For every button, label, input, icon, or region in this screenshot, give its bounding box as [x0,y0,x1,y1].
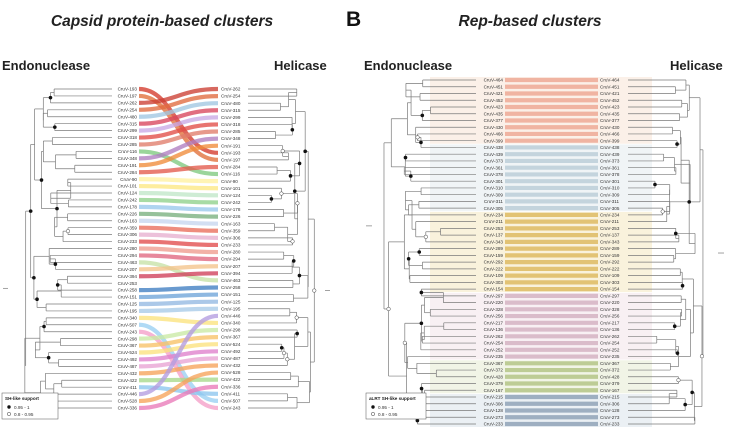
support-node-icon [293,189,297,193]
endonuclease-tip-label: CruV-125 [117,301,137,307]
helicase-tip-label: CruV-211 [600,219,620,225]
helicase-tip-label: CruV-394 [221,270,241,276]
helicase-tip-label: CruV-254 [600,340,620,346]
support-node-icon [419,141,423,145]
helicase-tip-label: CruV-328 [600,306,620,312]
helicase-tip-label: CruV-464 [600,77,620,83]
support-node-icon [295,332,299,336]
panel-b-helicase-label: Helicase [670,58,723,73]
endonuclease-tip-label: CruV-273 [483,414,503,420]
panel-b-title: Rep-based clusters [458,13,602,30]
helicase-tip-label: CruV-435 [600,111,620,117]
panel-b-legend-item-1: 0.95 - 1 [378,405,394,410]
support-node-icon [420,387,424,391]
endonuclease-tip-label: CruV-137 [483,232,503,238]
support-node-icon [416,136,420,140]
endonuclease-tip-label: CruV-480 [117,114,137,120]
endonuclease-tip-label: CruV-311 [483,199,503,205]
tanglegram-link [139,214,218,217]
legend-filled-node-icon [7,405,10,408]
endonuclease-tip-label: CruV-226 [117,211,137,217]
endonuclease-tip-label: CruV-116 [117,149,137,155]
endonuclease-tip-label: CruV-378 [483,172,503,178]
support-node-icon [687,200,691,204]
support-node-icon [677,378,681,382]
helicase-tip-label: CruV-422 [221,377,241,383]
helicase-tip-label: CruV-343 [600,239,620,245]
helicase-tip-label: CruV-217 [600,320,620,326]
support-node-icon [55,207,59,211]
endonuclease-tip-label: CruV-524 [117,350,137,356]
support-node-icon [424,235,428,239]
panel-a-legend-item-2: 0.8 - 0.95 [14,412,34,417]
endonuclease-tip-label: CruV-421 [483,91,503,97]
helicase-tip-label: CruV-480 [221,100,241,106]
helicase-tip-label: CruV-411 [221,391,241,397]
helicase-tip-label: CruV-90 [221,178,238,184]
panel-b [346,8,724,427]
helicase-tip-label: CruV-256 [600,313,620,319]
support-node-icon [66,229,70,233]
panel-a-links [139,89,218,408]
support-node-icon [681,284,685,288]
panel-b-endonuclease-label: Endonuclease [364,58,453,73]
endonuclease-tip-label: CruV-507 [117,322,137,328]
endonuclease-tip-label: CruV-256 [483,313,503,319]
endonuclease-tip-label: CruV-292 [483,259,503,265]
endonuclease-tip-label: CruV-451 [483,84,503,90]
endonuclease-tip-label: CruV-367 [117,343,137,349]
helicase-tip-label: CruV-379 [600,381,620,387]
helicase-tip-label: CruV-292 [600,259,620,265]
endonuclease-tip-label: CruV-309 [483,192,503,198]
endonuclease-tip-label: CruV-253 [117,280,137,286]
endonuclease-tip-label: CruV-197 [117,93,137,99]
endonuclease-tip-label: CruV-435 [483,111,503,117]
endonuclease-tip-label: CruV-222 [483,266,503,272]
helicase-tip-label: CruV-305 [600,205,620,211]
endonuclease-tip-label: CruV-487 [117,363,137,369]
endonuclease-tip-label: CruV-211 [483,219,503,225]
tanglegram-link [139,287,218,290]
helicase-tip-label: CruV-438 [600,145,620,151]
endonuclease-tip-label: CruV-191 [117,162,137,168]
endonuclease-tip-label: CruV-303 [483,279,503,285]
tanglegram-link [139,273,218,276]
endonuclease-tip-label: CruV-252 [483,347,503,353]
helicase-tip-label: CruV-151 [221,292,241,298]
legend-open-node-icon [371,412,374,415]
support-node-icon [291,240,295,244]
endonuclease-tip-label: CruV-215 [483,394,503,400]
endonuclease-tip-label: CruV-124 [117,190,137,196]
helicase-tip-label: CruV-197 [221,157,241,163]
tanglegram-link [139,309,218,311]
helicase-tip-label: CruV-254 [221,93,241,99]
endonuclease-tip-label: CruV-422 [117,377,137,383]
endonuclease-tip-label: CruV-195 [117,308,137,314]
helicase-tip-label: CruV-299 [221,114,241,120]
support-node-icon [292,259,296,263]
endonuclease-tip-label: CruV-528 [117,398,137,404]
helicase-tip-label: CruV-446 [221,313,241,319]
endonuclease-tip-label: CruV-154 [483,286,503,292]
endonuclease-tip-label: CruV-285 [117,142,137,148]
legend-open-node-icon [7,412,10,415]
endonuclease-tip-label: CruV-136 [483,327,503,333]
helicase-tip-label: CruV-220 [600,300,620,306]
tanglegram-link [139,193,218,195]
endonuclease-tip-label: CruV-243 [117,329,137,335]
support-node-icon [673,324,677,328]
support-node-icon [42,325,46,329]
endonuclease-tip-label: CruV-254 [483,340,503,346]
helicase-tip-label: CruV-359 [221,228,241,234]
endonuclease-tip-label: CruV-297 [483,293,503,299]
tanglegram-link [139,255,218,259]
endonuclease-tip-label: CruV-167 [483,387,503,393]
support-node-icon [298,274,302,278]
helicase-tip-label: CruV-430 [600,124,620,130]
helicase-tip-label: CruV-159 [600,252,620,258]
endonuclease-tip-label: CruV-399 [483,138,503,144]
helicase-tip-label: CruV-242 [221,200,241,206]
support-node-icon [674,232,678,236]
helicase-tip-label: CruV-262 [221,86,241,92]
helicase-tip-label: CruV-377 [600,118,620,124]
panel-b-letter: B [346,8,362,31]
support-node-icon [32,276,36,280]
support-node-icon [281,149,285,153]
panel-a [2,13,330,419]
helicase-tip-label: CruV-124 [221,192,241,198]
support-node-icon [690,391,694,395]
tanglegram-link [139,295,218,297]
helicase-tip-label: CruV-372 [600,367,620,373]
support-node-icon [280,192,284,196]
support-node-icon [387,307,391,311]
endonuclease-tip-label: CruV-220 [483,300,503,306]
endonuclease-tip-label: CruV-242 [117,197,137,203]
support-node-icon [47,356,51,360]
endonuclease-tip-label: CruV-328 [483,306,503,312]
tanglegram-link [139,302,218,304]
support-node-icon [653,183,657,187]
endonuclease-tip-label: CruV-294 [117,253,137,259]
support-node-icon [298,162,302,166]
tanglegram-link [139,235,218,238]
endonuclease-tip-label: CruV-452 [483,97,503,103]
endonuclease-tip-label: CruV-315 [117,121,137,127]
panel-a-endonuclease-tips [118,87,138,411]
support-node-icon [303,150,307,154]
endonuclease-tip-label: CruV-430 [483,124,503,130]
helicase-tip-label: CruV-452 [600,97,620,103]
support-node-icon [675,142,679,146]
support-node-icon [407,257,411,261]
helicase-tip-label: CruV-492 [221,348,241,354]
support-node-icon [35,297,39,301]
helicase-tip-label: CruV-178 [221,207,241,213]
helicase-tip-label: CruV-233 [600,421,620,427]
helicase-tip-label: CruV-311 [600,199,620,205]
panel-a-legend-title: SH-like support [5,396,39,401]
endonuclease-tip-label: CruV-163 [117,218,137,224]
panel-a-endonuclease-label: Endonuclease [2,58,91,73]
endonuclease-tip-label: CruV-289 [483,246,503,252]
legend-filled-node-icon [371,405,374,408]
helicase-tip-label: CruV-507 [221,398,241,404]
endonuclease-tip-label: CruV-262 [117,100,137,106]
helicase-tip-label: CruV-367 [221,334,241,340]
helicase-tip-label: CruV-258 [221,285,241,291]
endonuclease-tip-label: CruV-377 [483,118,503,124]
endonuclease-tip-label: CruV-306 [483,401,503,407]
support-node-icon [49,96,53,100]
helicase-tip-label: CruV-285 [221,129,241,135]
helicase-tip-label: CruV-136 [600,327,620,333]
helicase-tip-label: CruV-373 [600,158,620,164]
endonuclease-tip-label: CruV-446 [117,391,137,397]
helicase-tip-label: CruV-215 [600,394,620,400]
helicase-tip-label: CruV-262 [600,333,620,339]
helicase-tip-label: CruV-348 [221,136,241,142]
support-node-icon [676,351,680,355]
endonuclease-tip-label: CruV-361 [483,165,503,171]
helicase-tip-label: CruV-273 [600,414,620,420]
helicase-tip-label: CruV-233 [221,242,241,248]
panel-a-legend [2,393,58,419]
helicase-tip-label: CruV-451 [600,84,620,90]
support-node-icon [416,419,420,423]
endonuclease-tip-label: CruV-318 [117,135,137,141]
endonuclease-tip-label: CruV-193 [117,86,137,92]
helicase-tip-label: CruV-318 [221,122,241,128]
support-node-icon [312,289,316,293]
tanglegram-link [139,179,218,181]
endonuclease-tip-label: CruV-336 [117,405,137,411]
helicase-tip-label: CruV-423 [600,104,620,110]
tanglegram-link [139,228,218,231]
helicase-tip-label: CruV-528 [221,370,241,376]
endonuclease-tip-label: CruV-310 [483,185,503,191]
helicase-tip-label: CruV-294 [221,256,241,262]
tanglegram-link [139,380,218,381]
helicase-tip-label: CruV-399 [600,138,620,144]
endonuclease-tip-label: CruV-253 [483,225,503,231]
helicase-tip-label: CruV-466 [600,131,620,137]
endonuclease-tip-label: CruV-207 [117,266,137,272]
endonuclease-tip-label: CruV-258 [117,287,137,293]
support-node-icon [295,316,299,320]
support-node-icon [282,351,286,355]
panel-a-endonuclease-tree [3,89,112,408]
support-node-icon [53,125,57,129]
support-node-icon [270,197,274,201]
endonuclease-tip-label: CruV-301 [483,178,503,184]
helicase-tip-label: CruV-421 [600,91,620,97]
helicase-tip-label: CruV-226 [221,214,241,220]
helicase-tip-label: CruV-428 [600,374,620,380]
helicase-tip-label: CruV-167 [600,387,620,393]
tanglegram-link [139,221,218,224]
endonuclease-tip-label: CruV-439 [483,151,503,157]
support-node-icon [56,283,60,287]
endonuclease-tip-label: CruV-305 [483,205,503,211]
endonuclease-tip-label: CruV-438 [483,145,503,151]
endonuclease-tip-label: CruV-432 [117,370,137,376]
helicase-tip-label: CruV-310 [600,185,620,191]
endonuclease-tip-label: CruV-306 [117,232,137,238]
endonuclease-tip-label: CruV-343 [483,239,503,245]
panel-a-title: Capsid protein-based clusters [50,13,274,30]
helicase-tip-label: CruV-284 [221,164,241,170]
tanglegram-link [139,266,218,269]
endonuclease-tip-label: CruV-428 [483,374,503,380]
panel-b-legend-item-2: 0.8 - 0.95 [378,412,398,417]
helicase-tip-label: CruV-361 [600,165,620,171]
helicase-tip-label: CruV-195 [221,306,241,312]
helicase-tip-label: CruV-252 [600,347,620,353]
tanglegram-link [139,207,218,210]
endonuclease-tip-label: CruV-298 [117,336,137,342]
support-node-icon [404,156,408,160]
helicase-tip-label: CruV-101 [221,185,241,191]
panel-b-legend [366,393,426,419]
helicase-tip-label: CruV-487 [221,355,241,361]
helicase-tip-label: CruV-303 [600,279,620,285]
endonuclease-tip-label: CruV-101 [117,183,137,189]
endonuclease-tip-label: CruV-423 [483,104,503,110]
support-node-icon [409,174,413,178]
support-node-icon [54,262,58,266]
helicase-tip-label: CruV-298 [221,327,241,333]
endonuclease-tip-label: CruV-367 [483,360,503,366]
endonuclease-tip-label: CruV-372 [483,367,503,373]
helicase-tip-label: CruV-154 [600,286,620,292]
support-node-icon [29,209,33,213]
endonuclease-tip-label: CruV-463 [117,259,137,265]
support-node-icon [420,291,424,295]
helicase-tip-label: CruV-309 [600,192,620,198]
helicase-tip-label: CruV-378 [600,172,620,178]
support-node-icon [291,128,295,132]
endonuclease-tip-label: CruV-178 [117,204,137,210]
endonuclease-tip-label: CruV-280 [117,246,137,252]
tanglegram-link [139,186,218,188]
helicase-tip-label: CruV-297 [600,293,620,299]
support-node-icon [683,403,687,407]
endonuclease-tip-label: CruV-284 [117,169,137,175]
helicase-tip-label: CruV-439 [600,151,620,157]
helicase-tip-label: CruV-193 [221,150,241,156]
helicase-tip-label: CruV-234 [600,212,620,218]
helicase-tip-label: CruV-207 [221,263,241,269]
endonuclease-tip-label: CruV-411 [117,384,137,390]
panel-a-helicase-tips [221,87,241,411]
helicase-tip-label: CruV-301 [600,178,620,184]
helicase-tip-label: CruV-367 [600,360,620,366]
endonuclease-tip-label: CruV-254 [117,107,137,113]
helicase-tip-label: CruV-280 [221,249,241,255]
panel-a-helicase-tree [248,89,330,408]
helicase-tip-label: CruV-191 [221,143,241,149]
helicase-tip-label: CruV-128 [600,408,620,414]
tanglegram-link [139,249,218,253]
support-node-icon [296,202,300,206]
support-node-icon [286,357,290,361]
helicase-tip-label: CruV-137 [600,232,620,238]
endonuclease-tip-label: CruV-379 [483,381,503,387]
helicase-tip-label: CruV-306 [221,235,241,241]
endonuclease-tip-label: CruV-151 [117,294,137,300]
endonuclease-tip-label: CruV-109 [483,273,503,279]
helicase-tip-label: CruV-289 [600,246,620,252]
support-node-icon [661,210,665,214]
helicase-tip-label: CruV-340 [221,320,241,326]
helicase-tip-label: CruV-235 [600,354,620,360]
support-node-icon [289,174,293,178]
endonuclease-tip-label: CruV-340 [117,315,137,321]
helicase-tip-label: CruV-222 [600,266,620,272]
endonuclease-tip-label: CruV-159 [483,252,503,258]
helicase-tip-label: CruV-432 [221,363,241,369]
panel-a-helicase-label: Helicase [274,58,327,73]
endonuclease-tip-label: CruV-262 [483,333,503,339]
helicase-tip-label: CruV-253 [600,225,620,231]
endonuclease-tip-label: CruV-233 [483,421,503,427]
endonuclease-tip-label: CruV-128 [483,408,503,414]
endonuclease-tip-label: CruV-217 [483,320,503,326]
endonuclease-tip-label: CruV-359 [117,225,137,231]
helicase-tip-label: CruV-125 [221,299,241,305]
endonuclease-tip-label: CruV-235 [483,354,503,360]
panel-a-legend-item-1: 0.95 - 1 [14,405,30,410]
endonuclease-tip-label: CruV-394 [117,273,137,279]
endonuclease-tip-label: CruV-348 [117,155,137,161]
support-node-icon [700,354,704,358]
support-node-icon [417,250,421,254]
endonuclease-tip-label: CruV-492 [117,357,137,363]
helicase-tip-label: CruV-116 [221,171,241,177]
helicase-tip-label: CruV-336 [221,384,241,390]
helicase-tip-label: CruV-109 [600,273,620,279]
panel-b-legend-title: aLRT SH-like support [369,396,416,401]
endonuclease-tip-label: CruV-464 [483,77,503,83]
helicase-tip-label: CruV-463 [221,278,241,283]
endonuclease-tip-label: CruV-373 [483,158,503,164]
endonuclease-tip-label: CruV-234 [483,212,503,218]
support-node-icon [421,114,425,118]
support-node-icon [403,341,407,345]
endonuclease-tip-label: CruV-233 [117,239,137,245]
endonuclease-tip-label: CruV-466 [483,131,503,137]
support-node-icon [40,178,44,182]
helicase-tip-label: CruV-163 [221,221,241,227]
helicase-tip-label: CruV-524 [221,341,241,347]
tanglegram-link [139,200,218,202]
endonuclease-tip-label: CruV-90 [120,176,137,182]
tanglegram-link [139,242,218,245]
helicase-tip-label: CruV-306 [600,401,620,407]
support-node-icon [420,321,424,325]
helicase-tip-label: CruV-243 [221,405,241,411]
helicase-tip-label: CruV-315 [221,107,241,113]
endonuclease-tip-label: CruV-299 [117,128,137,134]
support-node-icon [280,346,284,350]
